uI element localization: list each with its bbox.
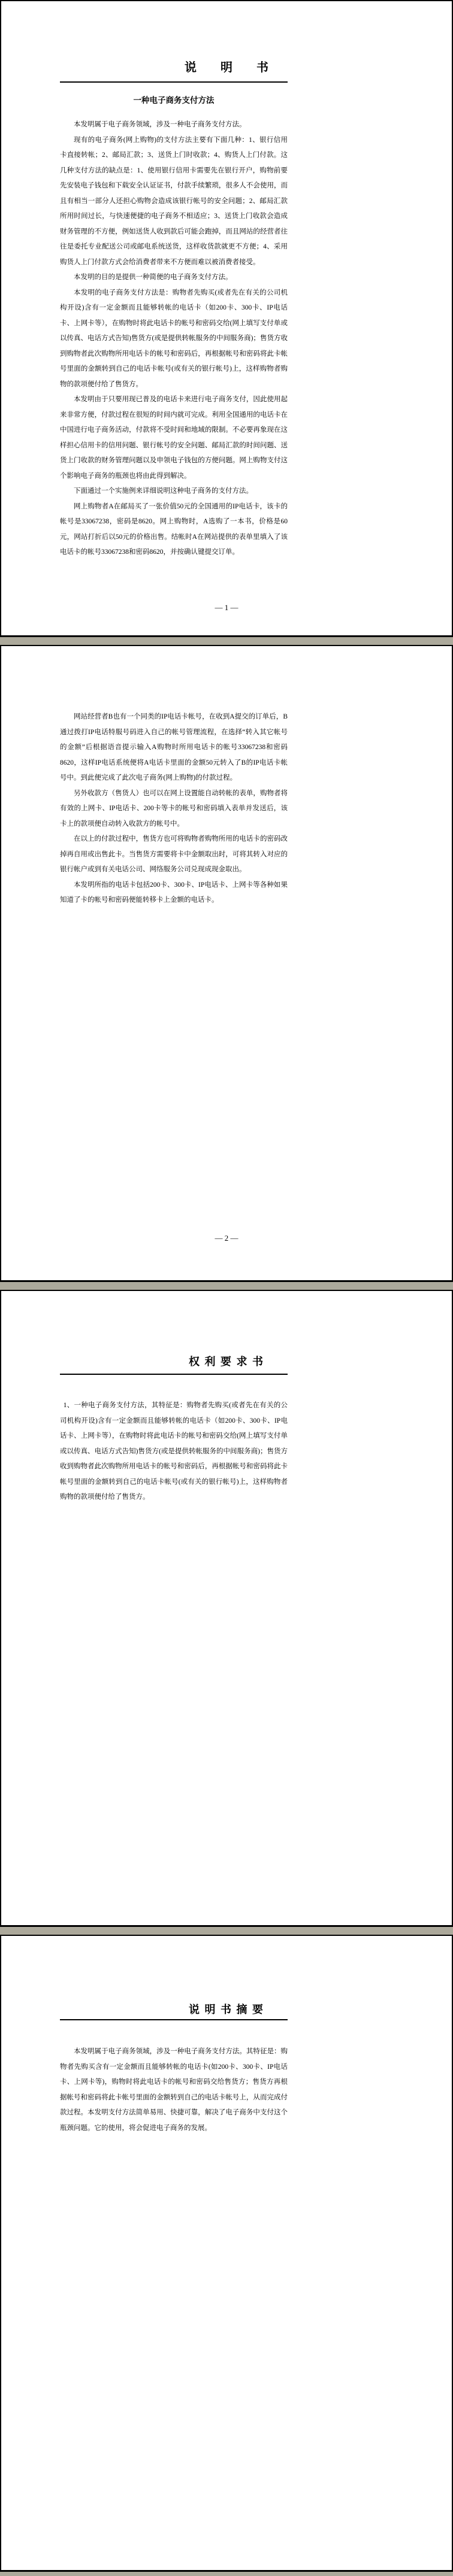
page-3-claims [0,1290,453,1927]
page-number: — 1 — [215,603,238,612]
paragraph: 本发明属于电子商务领域，涉及一种电子商务支付方法。 [74,121,246,128]
paragraph: 本发明所指的电话卡包括200卡、300卡、IP电话卡、上网卡等各种如果知道了卡的帐号和密码便能转移卡上金额的电话卡。 [60,881,288,904]
page-4-abstract [0,1935,453,2572]
header-rule [60,81,288,83]
specification-header: 说 明 书 [185,61,268,74]
paragraph: 下面通过一个实施例来详细说明这种电子商务的支付方法。 [74,487,253,495]
page-3-content [60,1398,288,1505]
abstract-header: 说 明 书 摘 要 [189,2004,264,2016]
page-2-specification-continued [0,645,453,1282]
page-1-specification [0,0,453,637]
page-2-content [60,710,288,908]
header-rule [60,2019,288,2020]
abstract-paragraph: 本发明属于电子商务领域，涉及一种电子商务支付方法。其特征是：购物者先购买含有一定金额而且能够转帐的电话卡(如200卡、300卡、IP电话卡、上网卡等)，购物时将此电话卡的帐号和密码交给售货方；售货方再根据帐号和密码将此卡帐号里面的金额转到自己的电话卡帐号上，从而完成付款过程。本发明支付方法简单易用、快捷可靠，解决了电子商务中支付这个瓶颈问题。它的使用，将会促进电子商务的发展。 [60,2048,288,2132]
paragraph: 网站经营者B也有一个同类的IP电话卡帐号，在收到A提交的订单后，B通过拨打IP电话特服号码进入自己的帐号管理流程，在选择“转入其它帐号的金额”后根据语音提示输入A购物时所用电话卡的帐号33067238和密码8620，这样IP电话系统便将A电话卡里面的金额50元转入了B的IP电话卡帐号中。到此便完成了此次电子商务(网上购物)的付款过程。 [60,713,288,781]
page-1-content [60,95,288,560]
paragraph: 另外收款方（售货人）也可以在网上设置能自动转帐的表单，购物者将有效的上网卡、IP电话卡、200卡等卡的帐号和密码填入表单并发送后，该卡上的款项便自动转入收款方的帐号中。 [60,789,288,828]
paragraph: 本发明由于只要用现已普及的电话卡来进行电子商务支付，因此使用起来非常方便，付款过程在很短的时间内就可完成。利用全国通用的电话卡在中国进行电子商务活动，付款将不受时间和地域的限制。不必要再象现在这样担心信用卡的信用问题、银行帐号的安全问题、邮局汇款的时间问题、送货上门收款的财务管理问题以及申领电子钱包的方便问题。网上购物支付这个影响电子商务的瓶颈也将由此得到解决。 [60,396,288,480]
invention-title: 一种电子商务支付方法 [133,96,215,105]
page-4-content [60,2044,288,2136]
paragraph: 本发明的目的是提供一种简便的电子商务支付方法。 [74,274,232,281]
paragraph: 在以上的付款过程中，售货方也可将购物者购物所用的电话卡的密码改掉再自用或出售此卡。当售货方需要将卡中金额取出时，可将其转入对应的银行帐户或到有关电话公司、网络服务公司兑现成现金取出。 [60,835,288,873]
page-number: — 2 — [215,1234,238,1242]
claim-1: 1、一种电子商务支付方法，其特征是：购物者先购买(或者先在有关的公司机构开设)含有一定金额而且能够转帐的电话卡（如200卡、300卡、IP电话卡、上网卡等），在购物时将此电话卡的帐号和密码交给(网上填写支付单或以传真、电话方式告知)售货方(或是提供转帐服务的中间服务商)；售货方收到购物者此次购物所用电话卡的帐号和密码后，再根据帐号和密码将此卡帐号里面的金额转到自己的电话卡帐号(或有关的银行帐号)上，这样购物者购物的款项便付给了售货方。 [60,1402,288,1501]
paragraph: 网上购物者A在邮局买了一张价值50元的全国通用的IP电话卡，该卡的帐号是33067238，密码是8620。网上购物时，A选购了一本书，价格是60元，网站打折后以50元的价格出售。结帐时A在网站提供的表单里填入了该电话卡的帐号33067238和密码8620，并按确认键提交订单。 [60,502,288,556]
paragraph: 本发明的电子商务支付方法是：购物者先购买(或者先在有关的公司机构开设)含有一定金额而且能够转帐的电话卡（如200卡、300卡、IP电话卡、上网卡等），在购物时将此电话卡的帐号和密码交给(网上填写支付单或以传真、电话方式告知)售货方(或是提供转帐服务的中间服务商)；售货方收到购物者此次购物所用电话卡的帐号和密码后，再根据帐号和密码将此卡帐号里面的金额转到自己的电话卡帐号(或有关的银行帐号)上，这样购物者购物的款项便付给了售货方。 [60,289,288,388]
paragraph: 现有的电子商务(网上购物)的支付方法主要有下面几种：1、银行信用卡直接转帐；2、邮局汇款；3、送货上门时收款；4、购货人上门付款。这几种支付方法的缺点是：1、使用银行信用卡需要先在银行开户，购物前要先安装电子钱包和下载安全认证证书，付款手续繁琐，很多人不会使用，而且有相当一部分人还担心购物会造成该银行帐号的安全问题；2、邮局汇款所用时间过长，与快速便捷的电子商务不相适应；3、送货上门收款会造成财务管理的不方便，例如送货人收到款后可能会跑掉，而且网站的经营者往往是委托专业配送公司或邮电系统送货，这样收货款就更不方便；4、采用购货人上门付款方式会给消费者带来不方便而难以被消费者接受。 [60,136,288,266]
claims-header: 权 利 要 求 书 [189,1356,264,1368]
header-rule [60,1374,288,1375]
